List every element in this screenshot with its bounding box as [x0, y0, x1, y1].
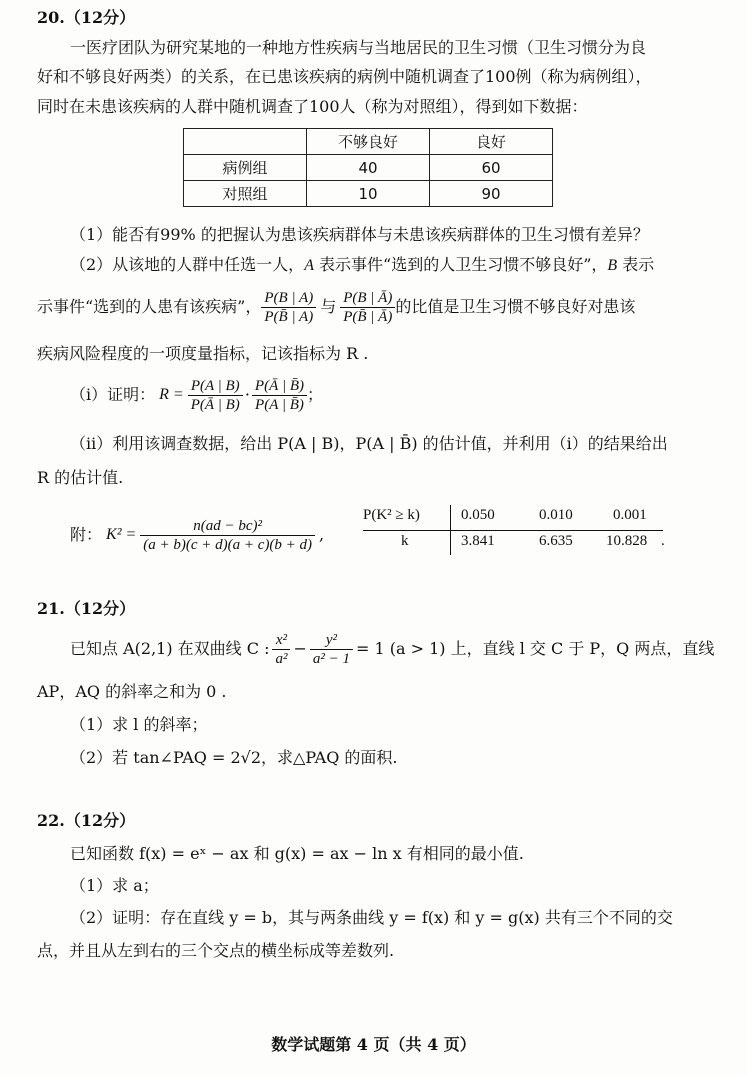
- k-table-k-value: 6.635: [539, 533, 573, 549]
- q22-part2-line1: （2）证明：存在直线 y = b，其与两条曲线 y = f(x) 和 y = g(x) 共有三个不同的交: [70, 908, 673, 927]
- q21-part2: （2）若 tan∠PAQ = 2√2，求△PAQ 的面积.: [70, 748, 398, 767]
- q20-part2-text-c: 表示: [617, 255, 655, 274]
- table-header-not-good: 不够良好: [307, 129, 430, 155]
- appendix-label: 附：: [70, 525, 103, 544]
- q21-line1-text-a: 已知点 A(2,1) 在双曲线 C :: [70, 639, 270, 658]
- table-cell: 60: [430, 155, 553, 181]
- q20-sub-i: [70, 372, 323, 418]
- fraction-numerator: P(A | B): [188, 377, 243, 396]
- k-table-row2-label: k: [401, 533, 409, 549]
- fraction-denominator: P(A | B̄): [255, 396, 304, 413]
- fraction-numerator: P(B | Ā): [340, 289, 395, 308]
- q22-line1: 已知函数 f(x) = eˣ − ax 和 g(x) = ax − ln x 有相同的最小值.: [70, 844, 524, 863]
- fraction-numerator: n(ad − bc)²: [140, 517, 315, 536]
- minus-sign: −: [293, 639, 307, 658]
- multiply-dot: ·: [244, 385, 250, 404]
- fraction-denominator: P(B̄ | A): [264, 308, 314, 325]
- q20-part2-line2-text-b: 的比值是卫生习惯不够良好对患该: [395, 297, 636, 316]
- q20-sub-ii-line2: R 的估计值.: [37, 468, 124, 487]
- fraction-ratio-2: [340, 289, 395, 326]
- k-table-p-value: 0.001: [613, 507, 647, 523]
- table-cell: 90: [430, 181, 553, 207]
- table-row-label: 病例组: [184, 155, 307, 181]
- q21-line2: AP，AQ 的斜率之和为 0 .: [37, 682, 227, 701]
- table-header-corner: [184, 129, 307, 155]
- q20-part1: （1）能否有99% 的把握认为患该疾病群体与未患该疾病群体的卫生习惯有差异？: [70, 225, 649, 244]
- q20-part2-line2: [37, 284, 635, 330]
- k-table-k-value: 10.828: [606, 533, 648, 549]
- hyperbola-x-term: [272, 631, 290, 668]
- k-table-p-value: 0.050: [461, 507, 495, 523]
- sub-i-end: ；: [307, 385, 324, 404]
- q21-line1: [70, 626, 714, 672]
- fraction-ratio-1: [261, 289, 316, 326]
- q21-number: 21.（12分）: [37, 599, 136, 618]
- table-row: [184, 155, 553, 181]
- q20-intro-line2: 好和不够良好两类）的关系，在已患该疾病的病例中随机调查了100例（称为病例组），: [37, 67, 652, 86]
- k-table-p-value: 0.010: [539, 507, 573, 523]
- fraction-numerator: y²: [310, 631, 353, 650]
- k2-fraction: [140, 517, 315, 554]
- fraction-pab: [188, 377, 243, 414]
- fraction-denominator: a² − 1: [312, 650, 350, 667]
- k2-formula: 附： K² = $\frac{\text{n(ad − bc)²}}{(a + b)(c + d)(a + c)(b + d)}$ ,: [70, 517, 325, 553]
- event-b-symbol: B: [607, 257, 618, 274]
- fraction-denominator: a²: [275, 650, 288, 667]
- k-table-k-value: 3.841: [461, 533, 495, 549]
- table-cell: 10: [307, 181, 430, 207]
- q20-part2-text-a: （2）从该地的人群中任选一人，: [70, 255, 305, 274]
- q21-line1-text-b: = 1 (a > 1) 上，直线 l 交 C 于 P，Q 两点，直线: [356, 639, 715, 658]
- q20-part2-text-b: 表示事件“选到的人卫生习惯不够良好”，: [313, 255, 608, 274]
- q20-part2-line3: 疾病风险程度的一项度量指标，记该指标为 R .: [37, 344, 369, 363]
- table-row: [184, 181, 553, 207]
- q21-part1: （1）求 l 的斜率；: [70, 715, 208, 734]
- table-header-good: 良好: [430, 129, 553, 155]
- k-table-row1-label: P(K² ≥ k): [363, 507, 420, 523]
- q22-part1: （1）求 a；: [70, 876, 159, 895]
- fraction-numerator: x²: [272, 631, 290, 650]
- k2-lhs: K² =: [106, 526, 137, 543]
- q20-part2-and: 与: [320, 297, 337, 316]
- event-a-symbol: A: [304, 257, 314, 274]
- exam-page: 20.（12分） 一医疗团队为研究某地的一种地方性疾病与当地居民的卫生习惯（卫生习惯分为良 好和不够良好两类）的关系，在已患该疾病的病例中随机调查了100例（称为病例组）， 同时在未患该疾病的人群中随机调查了100人（称为对照组），得到如下数据： 不够良好 良好 病例组 40 60 对照组 10 90 （1）能否有99% 的把握认为患该疾病群体与未患该疾病群体的卫生习惯有差异？ （2）从该地的人群中任选一人，A 表示事件“选到的人卫生习惯不够良好”，B 表示 示事件“选到的人患有该疾病”， $\frac{P(B | A)}{P(B̄ | A)}$ 与 $\frac{P(B | Ā)}{P(B̄ | Ā)}$ 的比值是卫生习惯不够良好对患该 疾病风险程度的一项度量指标，记该指标为 R . （i）证明： R = $\frac{P(A | B)}{P(Ā | B)}$ · $\frac{P(Ā | B̄)}{P(A | B̄)}$ ； （ii）利用该调查数据，给出 P(A | B)，P(A | B̄) 的估计值，并利用（i）的结果给出 R 的估计值. 附： K² = $\frac{\text{n(ad − bc)²}}{(a + b)(c + d)(a + c)(b + d)}$ , P(K² ≥ k) k 0.050 0.010 0.001 3.841 6.635 10.828 . 21.（12分） 已知点 A(2,1) 在双曲线 C : $\frac{\text{x²}}{\text{a²}}$ − $\frac{\text{y²}}{\text{a² − 1}}$ = 1 (a > 1) 上，直线 l 交 C 于 P，Q 两点，直线 AP，AQ 的斜率之和为 0 . （1）求 l 的斜率； （2）若 tan∠PAQ = 2√2，求△PAQ 的面积. 22.（12分） 已知函数 f(x) = eˣ − ax 和 g(x) = ax − ln x 有相同的最小值. （1）求 a； （2）证明：存在直线 y = b，其与两条曲线 y = f(x) 和 y = g(x) 共有三个不同的交 点，并且从左到右的三个交点的横坐标成等差数列. 数学试题第 4 页（共 4 页）: [0, 0, 747, 1076]
- fraction-denominator: P(Ā | B): [190, 396, 240, 413]
- table-cell: 40: [307, 155, 430, 181]
- fraction-pabbar: [252, 377, 307, 414]
- q20-intro-line1: 一医疗团队为研究某地的一种地方性疾病与当地居民的卫生习惯（卫生习惯分为良: [70, 38, 647, 57]
- q22-part2-line2: 点，并且从左到右的三个交点的横坐标成等差数列.: [37, 941, 395, 960]
- q22-number: 22.（12分）: [37, 811, 136, 830]
- page-footer: 数学试题第 4 页（共 4 页）: [271, 1035, 476, 1054]
- survey-table: [183, 128, 553, 207]
- q20-part2-line2-text-a: 示事件“选到的人患有该疾病”，: [37, 297, 262, 316]
- table-row-label: 对照组: [184, 181, 307, 207]
- fraction-numerator: P(Ā | B̄): [252, 377, 307, 396]
- hyperbola-y-term: [310, 631, 353, 668]
- q20-part2-line1: [70, 253, 654, 278]
- r-equals: R =: [159, 386, 184, 403]
- q20-number: 20.（12分）: [37, 8, 136, 27]
- fraction-denominator: (a + b)(c + d)(a + c)(b + d): [143, 536, 313, 553]
- q20-sub-ii-line1: （ii）利用该调查数据，给出 P(A | B)，P(A | B̄) 的估计值，并利用（i）的结果给出: [70, 434, 668, 453]
- fraction-numerator: P(B | A): [261, 289, 316, 308]
- q20-intro-line3: 同时在未患该疾病的人群中随机调查了100人（称为对照组），得到如下数据：: [37, 97, 588, 116]
- sub-i-label: （i）证明：: [70, 385, 156, 404]
- fraction-denominator: P(B̄ | Ā): [343, 308, 393, 325]
